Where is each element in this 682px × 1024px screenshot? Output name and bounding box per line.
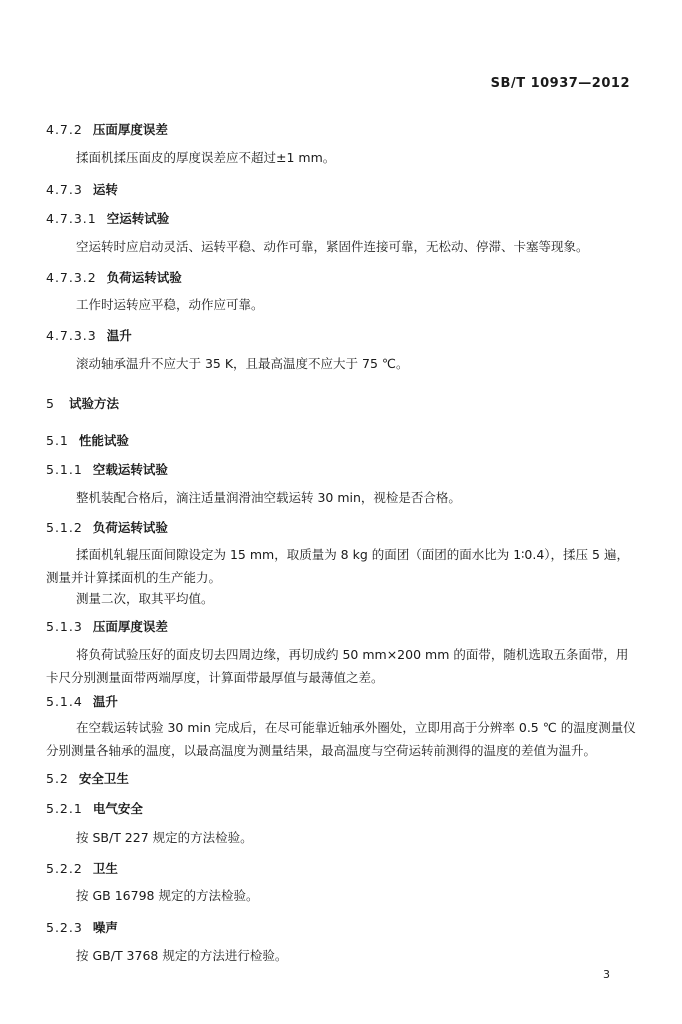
section-number: 5.1.4: [46, 694, 83, 709]
paragraph: 按 GB 16798 规定的方法检验。: [76, 888, 259, 903]
paragraph: 按 SB/T 227 规定的方法检验。: [76, 830, 253, 845]
paragraph: 揉面机揉压面皮的厚度误差应不超过±1 mm。: [76, 150, 336, 165]
section-heading: [46, 268, 182, 286]
section-title: 性能试验: [78, 433, 129, 448]
section-title: 压面厚度误差: [92, 619, 168, 634]
section-number: 4.7.3.3: [46, 328, 97, 343]
section-number: 5.1.3: [46, 619, 83, 634]
paragraph: 测量二次，取其平均值。: [76, 591, 214, 606]
section-title: 负荷运转试验: [106, 270, 182, 285]
paragraph: 揉面机轧辊压面间隙设定为 15 mm，取质量为 8 kg 的面团（面团的面水比为 1∶0.4），揉压 5 遍，测量并计算揉面机的生产能力。: [46, 547, 629, 585]
section-title: 温升: [106, 328, 132, 343]
section-number: 5.1.1: [46, 462, 83, 477]
section-title: 试验方法: [68, 396, 119, 411]
section-title: 卫生: [92, 861, 118, 876]
section-number: 4.7.2: [46, 122, 83, 137]
section-title: 运转: [92, 182, 118, 197]
section-number: 5.2.1: [46, 801, 83, 816]
section-number: 5: [46, 396, 55, 411]
paragraph: 在空载运转试验 30 min 完成后，在尽可能靠近轴承外圈处，立即用高于分辨率 0.5 ℃ 的温度测量仪分别测量各轴承的温度，以最高温度为测量结果，最高温度与空荷运转前测得的温度的差值为温升。: [46, 720, 636, 758]
section-title: 电气安全: [92, 801, 143, 816]
section-heading: [46, 692, 118, 710]
section-heading: [46, 799, 143, 817]
section-title: 空运转试验: [106, 211, 170, 226]
section-title: 空载运转试验: [92, 462, 168, 477]
section-number: 5.2.2: [46, 861, 83, 876]
section-title: 压面厚度误差: [92, 122, 168, 137]
paragraph: 整机装配合格后，滴注适量润滑油空载运转 30 min，视检是否合格。: [76, 490, 461, 505]
section-heading: [46, 518, 168, 536]
section-heading: [46, 209, 169, 227]
section-heading: [46, 769, 129, 787]
section-number: 5.1.2: [46, 520, 83, 535]
paragraph: 空运转时应启动灵活、运转平稳、动作可靠，紧固件连接可靠，无松动、停滞、卡塞等现象。: [76, 239, 589, 254]
section-heading: [46, 394, 119, 412]
section-title: 温升: [92, 694, 118, 709]
standard-id: SB/T 10937—2012: [490, 76, 630, 91]
section-heading: [46, 120, 168, 138]
section-number: 5.1: [46, 433, 69, 448]
paragraph: 将负荷试验压好的面皮切去四周边缘，再切成约 50 mm×200 mm 的面带，随机选取五条面带，用卡尺分别测量面带两端厚度，计算面带最厚值与最薄值之差。: [46, 647, 629, 685]
page-number: 3: [603, 968, 610, 981]
section-number: 4.7.3.2: [46, 270, 97, 285]
section-heading: [46, 460, 168, 478]
section-number: 4.7.3: [46, 182, 83, 197]
paragraph: 工作时运转应平稳，动作应可靠。: [76, 297, 264, 312]
section-number: 5.2.3: [46, 920, 83, 935]
section-heading: [46, 431, 129, 449]
section-number: 4.7.3.1: [46, 211, 97, 226]
paragraph: 滚动轴承温升不应大于 35 K，且最高温度不应大于 75 ℃。: [76, 356, 409, 371]
section-title: 噪声: [92, 920, 118, 935]
paragraph: 按 GB/T 3768 规定的方法进行检验。: [76, 948, 288, 963]
section-heading: [46, 617, 168, 635]
section-title: 安全卫生: [78, 771, 129, 786]
section-title: 负荷运转试验: [92, 520, 168, 535]
section-heading: [46, 326, 132, 344]
section-number: 5.2: [46, 771, 69, 786]
section-heading: [46, 918, 118, 936]
section-heading: [46, 180, 118, 198]
section-heading: [46, 859, 118, 877]
